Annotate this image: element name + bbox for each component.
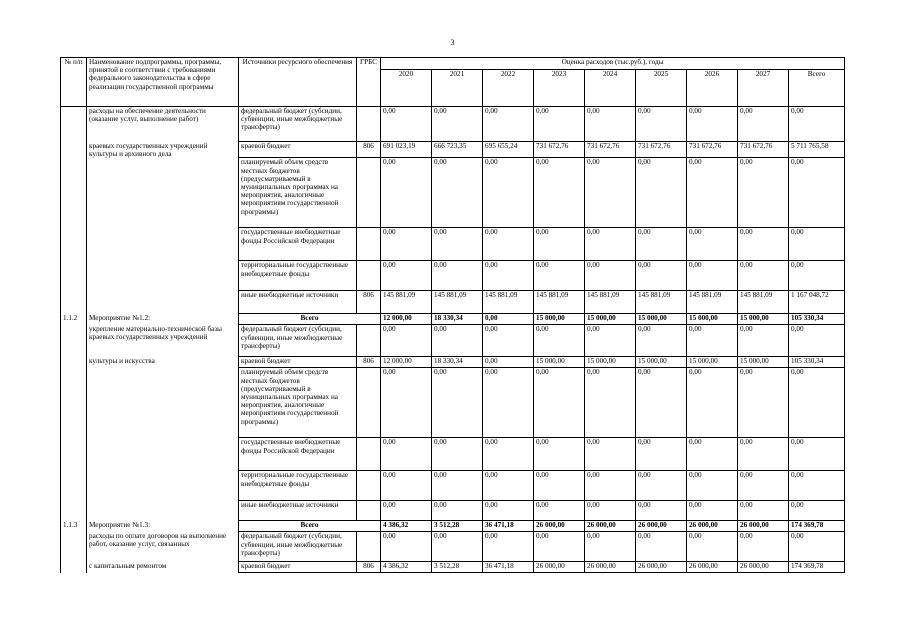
amount-value: 0,00 xyxy=(585,532,636,562)
amount-value: 0,00 xyxy=(585,325,636,357)
amount-value: 0,00 xyxy=(483,357,534,368)
amount-value: 174 369,78 xyxy=(789,562,845,573)
row-number xyxy=(61,291,87,314)
amount-value: 0,00 xyxy=(789,368,845,438)
amount-value: 0,00 xyxy=(636,158,687,228)
grbs-code xyxy=(357,325,381,357)
amount-value: 145 881,09 xyxy=(585,291,636,314)
amount-value: 0,00 xyxy=(483,228,534,261)
amount-value: 0,00 xyxy=(432,471,483,501)
header-year: 2022 xyxy=(483,70,534,107)
amount-value: 0,00 xyxy=(789,107,845,142)
amount-value: 0,00 xyxy=(789,261,845,291)
table-row xyxy=(61,357,845,368)
row-number: 1.1.3 xyxy=(61,521,87,532)
amount-value: 0,00 xyxy=(381,471,432,501)
amount-value: 0,00 xyxy=(483,158,534,228)
amount-value: 0,00 xyxy=(432,501,483,521)
amount-value: 0,00 xyxy=(738,501,789,521)
amount-value: 0,00 xyxy=(738,228,789,261)
amount-value: 0,00 xyxy=(381,501,432,521)
amount-value: 0,00 xyxy=(534,158,585,228)
amount-value: 4 386,32 xyxy=(381,562,432,573)
amount-value: 0,00 xyxy=(636,471,687,501)
table-row xyxy=(61,438,845,471)
amount-value: 0,00 xyxy=(636,107,687,142)
grbs-code: 806 xyxy=(357,562,381,573)
amount-value: 0,00 xyxy=(585,471,636,501)
row-number xyxy=(61,532,87,562)
amount-value: 15 000,00 xyxy=(687,357,738,368)
total-value: 15 000,00 xyxy=(585,314,636,325)
table-row xyxy=(61,368,845,438)
grbs-code xyxy=(357,261,381,291)
table-row xyxy=(61,107,845,142)
row-number xyxy=(61,325,87,357)
amount-value: 0,00 xyxy=(534,228,585,261)
grbs-code xyxy=(357,368,381,438)
funding-source: федеральный бюджет (субсидии, субвенции, иные межбюджетные трансферты) xyxy=(239,532,357,562)
amount-value: 0,00 xyxy=(687,228,738,261)
table-row xyxy=(61,562,845,573)
amount-value: 15 000,00 xyxy=(534,357,585,368)
amount-value: 0,00 xyxy=(738,158,789,228)
amount-value: 0,00 xyxy=(687,325,738,357)
amount-value: 0,00 xyxy=(789,471,845,501)
amount-value: 0,00 xyxy=(636,501,687,521)
amount-value: 0,00 xyxy=(636,368,687,438)
total-value: 4 386,32 xyxy=(381,521,432,532)
amount-value: 0,00 xyxy=(738,471,789,501)
total-value: 26 000,00 xyxy=(687,521,738,532)
amount-value: 0,00 xyxy=(381,158,432,228)
table-row xyxy=(61,291,845,314)
amount-value: 0,00 xyxy=(585,228,636,261)
amount-value: 15 000,00 xyxy=(738,357,789,368)
amount-value: 731 672,76 xyxy=(636,142,687,158)
header-year: 2024 xyxy=(585,70,636,107)
activity-name xyxy=(87,291,239,314)
expenses-table xyxy=(60,57,845,573)
amount-value: 691 023,19 xyxy=(381,142,432,158)
amount-value: 26 000,00 xyxy=(687,562,738,573)
table-row xyxy=(61,471,845,501)
amount-value: 0,00 xyxy=(432,532,483,562)
total-value: 26 000,00 xyxy=(585,521,636,532)
grbs-code xyxy=(357,438,381,471)
amount-value: 145 881,09 xyxy=(483,291,534,314)
amount-value: 0,00 xyxy=(432,438,483,471)
row-number xyxy=(61,142,87,158)
grbs-code xyxy=(357,228,381,261)
funding-source: краевой бюджет xyxy=(239,357,357,368)
funding-source: федеральный бюджет (субсидии, субвенции, иные межбюджетные трансферты) xyxy=(239,107,357,142)
amount-value: 36 471,18 xyxy=(483,562,534,573)
amount-value: 0,00 xyxy=(483,471,534,501)
amount-value: 0,00 xyxy=(381,438,432,471)
total-value: 15 000,00 xyxy=(636,314,687,325)
total-value: 26 000,00 xyxy=(534,521,585,532)
amount-value: 666 723,35 xyxy=(432,142,483,158)
amount-value: 0,00 xyxy=(483,532,534,562)
amount-value: 145 881,09 xyxy=(381,291,432,314)
activity-name xyxy=(87,368,239,438)
table-row xyxy=(61,228,845,261)
amount-value: 0,00 xyxy=(636,438,687,471)
funding-source: федеральный бюджет (субсидии, субвенции, иные межбюджетные трансферты) xyxy=(239,325,357,357)
total-label: Всего xyxy=(239,521,381,532)
amount-value: 26 000,00 xyxy=(534,562,585,573)
activity-name: культуры и искусства xyxy=(87,357,239,368)
amount-value: 0,00 xyxy=(687,501,738,521)
header-year: 2025 xyxy=(636,70,687,107)
amount-value: 15 000,00 xyxy=(585,357,636,368)
amount-value: 0,00 xyxy=(789,325,845,357)
total-value: 26 000,00 xyxy=(738,521,789,532)
activity-name xyxy=(87,158,239,228)
activity-name: расходы на обеспечение деятельности (оказание услуг, выполнение работ) xyxy=(87,107,239,142)
amount-value: 0,00 xyxy=(585,158,636,228)
row-number xyxy=(61,368,87,438)
row-number xyxy=(61,228,87,261)
header-num: № п/п xyxy=(61,58,87,107)
amount-value: 0,00 xyxy=(789,532,845,562)
amount-value: 0,00 xyxy=(738,261,789,291)
amount-value: 0,00 xyxy=(738,325,789,357)
funding-source: иные внебюджетные источники xyxy=(239,291,357,314)
amount-value: 0,00 xyxy=(636,228,687,261)
amount-value: 0,00 xyxy=(534,532,585,562)
grbs-code: 806 xyxy=(357,357,381,368)
amount-value: 0,00 xyxy=(483,261,534,291)
amount-value: 0,00 xyxy=(687,471,738,501)
amount-value: 1 167 048,72 xyxy=(789,291,845,314)
amount-value: 0,00 xyxy=(483,325,534,357)
funding-source: краевой бюджет xyxy=(239,142,357,158)
amount-value: 0,00 xyxy=(738,532,789,562)
total-value: 15 000,00 xyxy=(738,314,789,325)
funding-source: территориальные государственные внебюджетные фонды xyxy=(239,261,357,291)
total-value: 12 000,00 xyxy=(381,314,432,325)
amount-value: 0,00 xyxy=(636,325,687,357)
amount-value: 145 881,09 xyxy=(432,291,483,314)
amount-value: 0,00 xyxy=(738,438,789,471)
amount-value: 145 881,09 xyxy=(534,291,585,314)
header-row xyxy=(61,58,845,70)
activity-name: с капитальным ремонтом xyxy=(87,562,239,573)
row-number xyxy=(61,438,87,471)
amount-value: 0,00 xyxy=(381,368,432,438)
amount-value: 0,00 xyxy=(585,501,636,521)
total-value: 0,00 xyxy=(483,314,534,325)
amount-value: 0,00 xyxy=(483,501,534,521)
grbs-code: 806 xyxy=(357,142,381,158)
total-value: 105 330,34 xyxy=(789,314,845,325)
total-label: Всего xyxy=(239,314,381,325)
header-sources: Источники ресурсного обеспечения xyxy=(239,58,357,107)
table-row xyxy=(61,501,845,521)
funding-source: территориальные государственные внебюджетные фонды xyxy=(239,471,357,501)
grbs-code xyxy=(357,471,381,501)
amount-value: 0,00 xyxy=(789,438,845,471)
header-name: Наименование подпрограммы, программы, принятой в соответствии с требованиями федерального законодательства в сфере реализации государственной программы xyxy=(87,58,239,107)
amount-value: 26 000,00 xyxy=(738,562,789,573)
amount-value: 0,00 xyxy=(789,501,845,521)
amount-value: 0,00 xyxy=(585,368,636,438)
funding-source: государственные внебюджетные фонды Российской Федерации xyxy=(239,228,357,261)
amount-value: 145 881,09 xyxy=(636,291,687,314)
amount-value: 26 000,00 xyxy=(585,562,636,573)
grbs-code xyxy=(357,532,381,562)
activity-name xyxy=(87,228,239,261)
grbs-code xyxy=(357,501,381,521)
total-value: 3 512,28 xyxy=(432,521,483,532)
grbs-code xyxy=(357,158,381,228)
amount-value: 0,00 xyxy=(381,261,432,291)
amount-value: 3 512,28 xyxy=(432,562,483,573)
amount-value: 15 000,00 xyxy=(636,357,687,368)
amount-value: 0,00 xyxy=(789,158,845,228)
row-number xyxy=(61,562,87,573)
header-year: 2023 xyxy=(534,70,585,107)
table-row xyxy=(61,261,845,291)
header-year: 2027 xyxy=(738,70,789,107)
amount-value: 0,00 xyxy=(432,158,483,228)
total-value: 15 000,00 xyxy=(687,314,738,325)
table-row xyxy=(61,521,845,532)
amount-value: 731 672,76 xyxy=(585,142,636,158)
amount-value: 0,00 xyxy=(534,368,585,438)
row-number: 1.1.2 xyxy=(61,314,87,325)
amount-value: 0,00 xyxy=(585,107,636,142)
amount-value: 0,00 xyxy=(534,261,585,291)
row-number xyxy=(61,158,87,228)
total-value: 36 471,18 xyxy=(483,521,534,532)
amount-value: 0,00 xyxy=(687,438,738,471)
amount-value: 5 711 765,58 xyxy=(789,142,845,158)
amount-value: 0,00 xyxy=(687,261,738,291)
amount-value: 0,00 xyxy=(432,325,483,357)
amount-value: 0,00 xyxy=(636,261,687,291)
funding-source: планируемый объем средств местных бюджетов (предусматриваемый в муниципальных программах на мероприятия, аналогичные мероприятиям государственной программы) xyxy=(239,158,357,228)
amount-value: 105 330,34 xyxy=(789,357,845,368)
amount-value: 0,00 xyxy=(585,438,636,471)
total-value: 18 330,34 xyxy=(432,314,483,325)
amount-value: 0,00 xyxy=(483,438,534,471)
header-year: Всего xyxy=(789,70,845,107)
table-row xyxy=(61,532,845,562)
header-estimate: Оценка расходов (тыс.руб.), годы xyxy=(381,58,845,70)
amount-value: 0,00 xyxy=(483,368,534,438)
amount-value: 12 000,00 xyxy=(381,357,432,368)
funding-source: государственные внебюджетные фонды Российской Федерации xyxy=(239,438,357,471)
amount-value: 0,00 xyxy=(687,107,738,142)
row-number xyxy=(61,261,87,291)
activity-name xyxy=(87,471,239,501)
activity-name xyxy=(87,438,239,471)
amount-value: 0,00 xyxy=(636,532,687,562)
amount-value: 0,00 xyxy=(432,107,483,142)
table-row xyxy=(61,314,845,325)
total-value: 26 000,00 xyxy=(636,521,687,532)
header-year: 2020 xyxy=(381,70,432,107)
amount-value: 0,00 xyxy=(534,471,585,501)
amount-value: 0,00 xyxy=(789,228,845,261)
amount-value: 0,00 xyxy=(483,107,534,142)
header-grbs: ГРБС xyxy=(357,58,381,107)
amount-value: 0,00 xyxy=(432,228,483,261)
amount-value: 0,00 xyxy=(534,438,585,471)
amount-value: 145 881,09 xyxy=(687,291,738,314)
table-row xyxy=(61,142,845,158)
amount-value: 0,00 xyxy=(381,532,432,562)
total-value: 15 000,00 xyxy=(534,314,585,325)
header-year: 2026 xyxy=(687,70,738,107)
activity-name xyxy=(87,261,239,291)
amount-value: 731 672,76 xyxy=(534,142,585,158)
amount-value: 0,00 xyxy=(585,261,636,291)
page-number: 3 xyxy=(450,38,455,47)
activity-name xyxy=(87,501,239,521)
activity-name: Мероприятие №1.2: xyxy=(87,314,239,325)
amount-value: 145 881,09 xyxy=(738,291,789,314)
table-row xyxy=(61,325,845,357)
funding-source: иные внебюджетные источники xyxy=(239,501,357,521)
amount-value: 0,00 xyxy=(738,368,789,438)
grbs-code: 806 xyxy=(357,291,381,314)
amount-value: 0,00 xyxy=(687,368,738,438)
activity-name: Мероприятие №1.3: xyxy=(87,521,239,532)
row-number xyxy=(61,357,87,368)
activity-name: укрепление материально-технической базы краевых государственных учреждений xyxy=(87,325,239,357)
header-year: 2021 xyxy=(432,70,483,107)
amount-value: 0,00 xyxy=(381,107,432,142)
amount-value: 0,00 xyxy=(432,261,483,291)
amount-value: 731 672,76 xyxy=(738,142,789,158)
amount-value: 0,00 xyxy=(381,325,432,357)
total-value: 174 369,78 xyxy=(789,521,845,532)
row-number xyxy=(61,471,87,501)
amount-value: 0,00 xyxy=(738,107,789,142)
amount-value: 0,00 xyxy=(687,532,738,562)
activity-name: расходы по оплате договоров на выполнение работ, оказание услуг, связанных xyxy=(87,532,239,562)
activity-name: краевых государственных учреждений культуры и архивного дела xyxy=(87,142,239,158)
amount-value: 0,00 xyxy=(534,107,585,142)
amount-value: 0,00 xyxy=(534,325,585,357)
amount-value: 26 000,00 xyxy=(636,562,687,573)
amount-value: 0,00 xyxy=(534,501,585,521)
amount-value: 0,00 xyxy=(432,368,483,438)
grbs-code xyxy=(357,107,381,142)
row-number xyxy=(61,501,87,521)
funding-source: краевой бюджет xyxy=(239,562,357,573)
amount-value: 695 655,24 xyxy=(483,142,534,158)
amount-value: 731 672,76 xyxy=(687,142,738,158)
amount-value: 18 330,34 xyxy=(432,357,483,368)
amount-value: 0,00 xyxy=(381,228,432,261)
amount-value: 0,00 xyxy=(687,158,738,228)
funding-source: планируемый объем средств местных бюджетов (предусматриваемый в муниципальных программах на мероприятия, аналогичные мероприятиям государственной программы) xyxy=(239,368,357,438)
row-number xyxy=(61,107,87,142)
table-row xyxy=(61,158,845,228)
